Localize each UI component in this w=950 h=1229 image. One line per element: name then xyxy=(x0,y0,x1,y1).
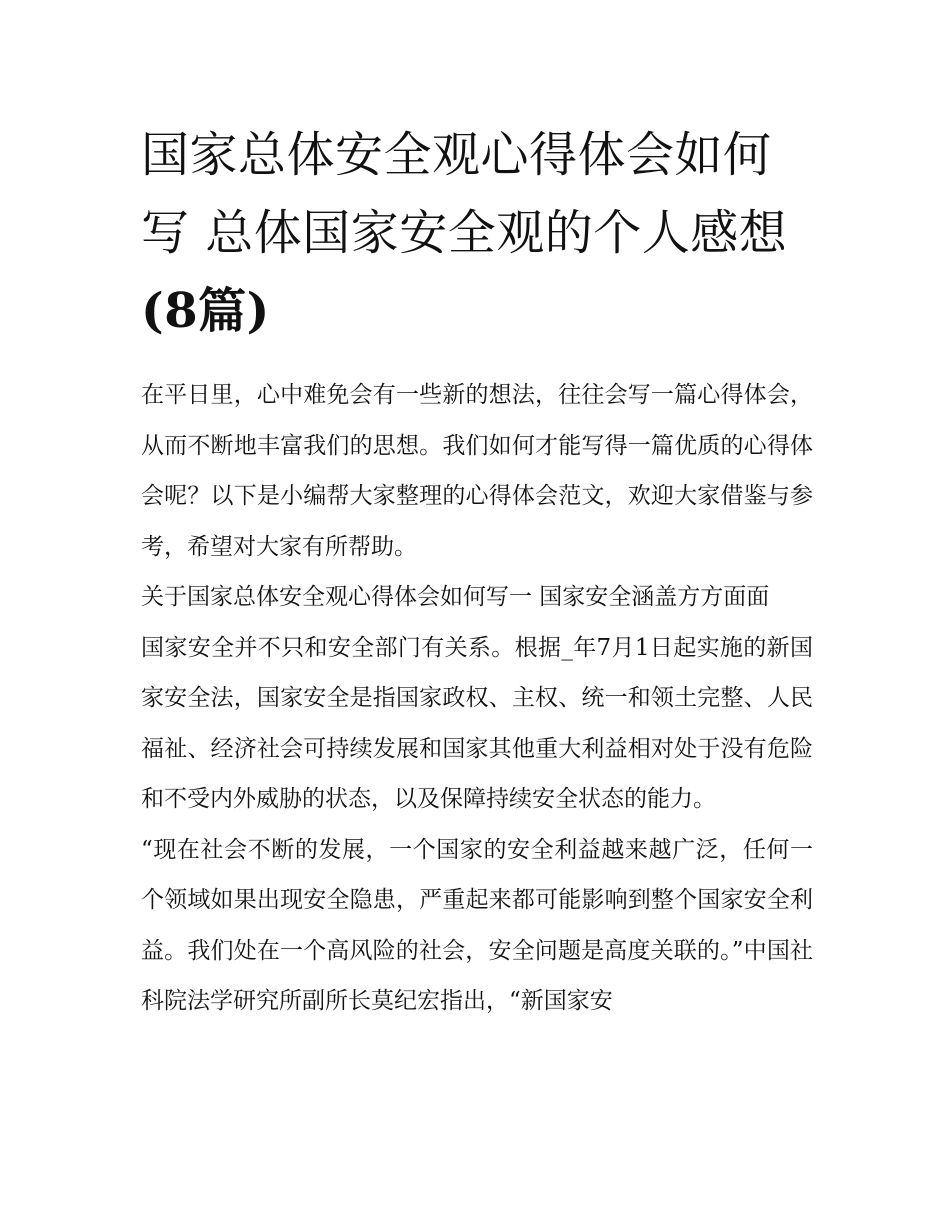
document-title xyxy=(141,116,813,350)
document-title-suffix: (8篇) xyxy=(141,283,270,339)
document-title-main: 国家总体安全观心得体会如何写 总体国家安全观的个人感想 xyxy=(141,127,788,261)
paragraph-section-heading: 关于国家总体安全观心得体会如何写一 国家安全涵盖方方面面 xyxy=(141,584,770,610)
paragraph-intro: 在平日里，心中难免会有一些新的想法，往往会写一篇心得体会，从而不断地丰富我们的思想。我们如何才能写得一篇优质的心得体会呢？以下是小编帮大家整理的心得体会范文，欢迎大家借鉴与参考，希望对大家有所帮助。 xyxy=(141,382,813,560)
paragraph-national-security-definition: 国家安全并不只和安全部门有关系。根据_年7月1日起实施的新国家安全法，国家安全是指国家政权、主权、统一和领土完整、人民福祉、经济社会可持续发展和国家其他重大利益相对处于没有危险和不受内外威胁的状态，以及保障持续安全状态的能力。 xyxy=(141,634,813,812)
document-body xyxy=(141,116,813,1027)
paragraph-quote: “现在社会不断的发展，一个国家的安全利益越来越广泛，任何一个领域如果出现安全隐患，严重起来都可能影响到整个国家安全利益。我们处在一个高风险的社会，安全问题是高度关联的。”中国社科院法学研究所副所长莫纪宏指出，“新国家安 xyxy=(141,836,813,1014)
